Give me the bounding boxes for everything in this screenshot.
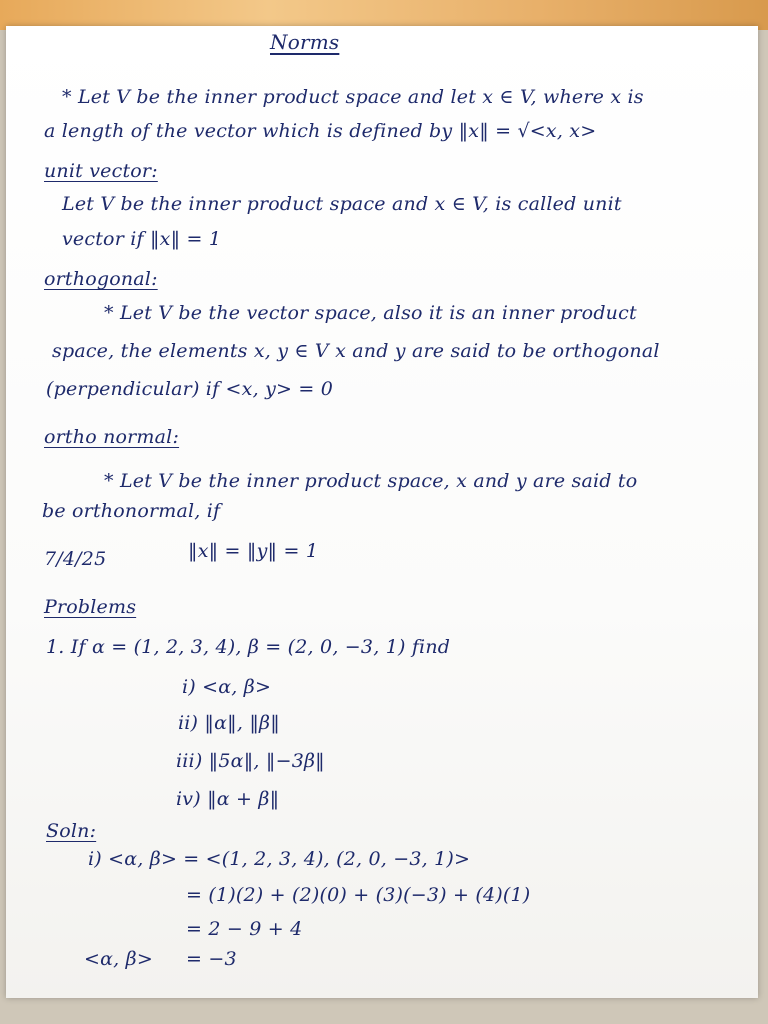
page-date: 7/4/25	[44, 548, 107, 570]
solution-result-label: <α, β>	[84, 948, 153, 970]
orthonormal-condition: ‖x‖ = ‖y‖ = 1	[188, 540, 319, 562]
solution-heading: Soln:	[46, 820, 97, 842]
orthogonal-line-1: * Let V be the vector space, also it is an inner product	[104, 302, 637, 324]
orthogonal-line-2: space, the elements x, y ∈ V x and y are said to be orthogonal	[52, 340, 660, 362]
orthonormal-line-1: * Let V be the inner product space, x and y are said to	[104, 470, 638, 492]
problem-1-part-2: ii) ‖α‖, ‖β‖	[178, 712, 280, 734]
orthogonal-heading: orthogonal:	[44, 268, 158, 290]
problem-1-part-4: iv) ‖α + β‖	[176, 788, 280, 810]
problem-1-part-1: i) <α, β>	[182, 676, 272, 698]
unit-vector-line-1: Let V be the inner product space and x ∈ V, is called unit	[62, 193, 622, 215]
solution-line-2: = (1)(2) + (2)(0) + (3)(−3) + (4)(1)	[186, 884, 531, 906]
solution-line-1: i) <α, β> = <(1, 2, 3, 4), (2, 0, −3, 1)>	[88, 848, 471, 870]
problem-1-statement: 1. If α = (1, 2, 3, 4), β = (2, 0, −3, 1) find	[46, 636, 451, 658]
norm-definition-line-2: a length of the vector which is defined by ‖x‖ = √<x, x>	[44, 120, 597, 142]
solution-line-3: = 2 − 9 + 4	[186, 918, 303, 940]
page-title: Norms	[270, 30, 340, 54]
unit-vector-line-2: vector if ‖x‖ = 1	[62, 228, 222, 250]
solution-line-4: = −3	[186, 948, 237, 970]
norm-definition-line-1: * Let V be the inner product space and let x ∈ V, where x is	[62, 86, 644, 108]
problem-1-part-3: iii) ‖5α‖, ‖−3β‖	[176, 750, 325, 772]
orthonormal-line-2: be orthonormal, if	[42, 500, 221, 522]
orthogonal-line-3: (perpendicular) if <x, y> = 0	[46, 378, 334, 400]
orthonormal-heading: ortho normal:	[44, 426, 180, 448]
problems-heading: Problems	[44, 596, 137, 618]
unit-vector-heading: unit vector:	[44, 160, 158, 182]
